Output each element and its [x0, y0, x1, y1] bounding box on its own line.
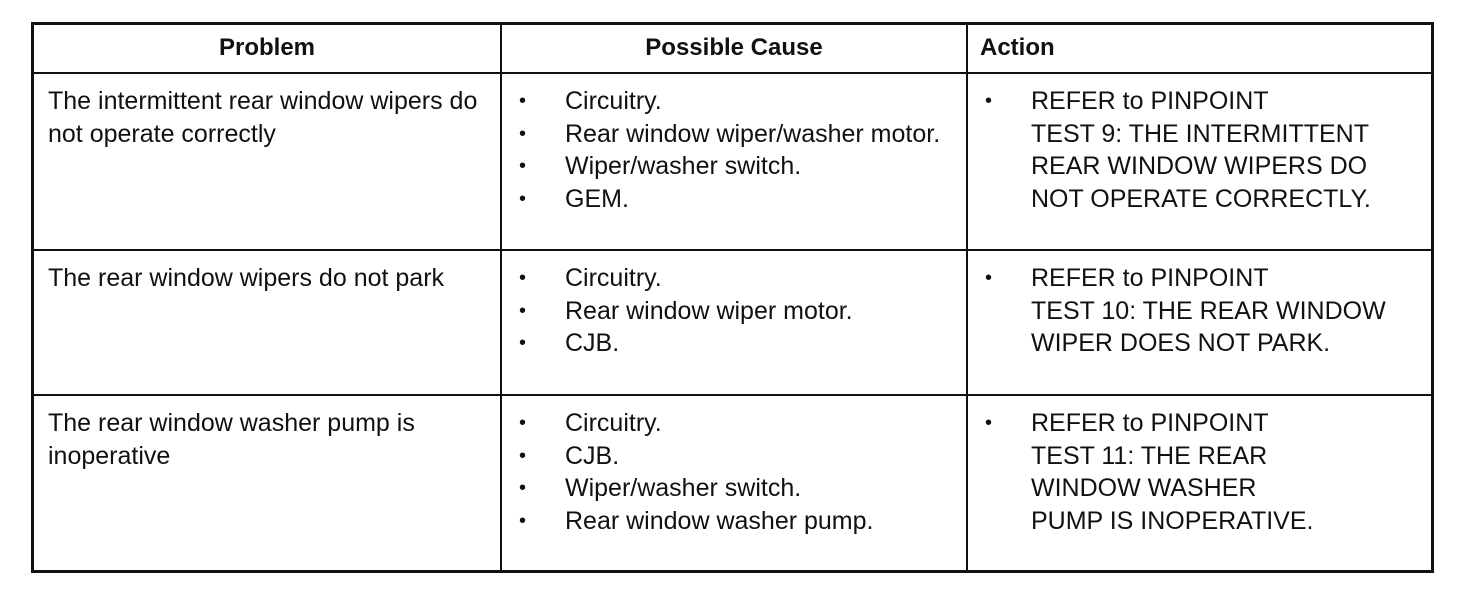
action-cell — [967, 73, 1431, 250]
bullet-icon: • — [519, 90, 527, 112]
cause-text: Circuitry. — [565, 264, 662, 292]
cause-cell — [501, 73, 967, 250]
table-row — [34, 73, 1431, 250]
action-text: REFER to PINPOINT TEST 11: THE REAR WINDOW WASHER PUMP IS INOPERATIVE. — [1031, 409, 1314, 535]
list-item — [516, 183, 958, 216]
symptom-chart — [34, 25, 1431, 570]
header-row — [34, 25, 1431, 73]
action-list — [982, 262, 1423, 360]
cause-cell — [501, 395, 967, 570]
header-problem: Problem — [34, 25, 501, 73]
list-item — [516, 472, 958, 505]
action-text: REFER to PINPOINT TEST 9: THE INTERMITTENT REAR WINDOW WIPERS DO NOT OPERATE CORRECTLY. — [1031, 87, 1371, 213]
diagnosis-table — [31, 22, 1434, 573]
cause-text: Wiper/washer switch. — [565, 474, 802, 502]
cause-text: Circuitry. — [565, 87, 662, 115]
problem-cell: The rear window wipers do not park — [34, 250, 501, 395]
cause-list — [516, 262, 958, 360]
cause-text: Rear window washer pump. — [565, 506, 874, 535]
bullet-icon: • — [519, 267, 527, 289]
action-cell — [967, 250, 1431, 395]
list-item — [516, 150, 958, 183]
header-action: Action — [967, 25, 1431, 73]
bullet-icon: • — [519, 299, 527, 322]
bullet-icon: • — [519, 187, 527, 210]
list-item — [516, 85, 958, 118]
cause-text: Wiper/washer switch. — [565, 152, 802, 180]
bullet-icon: • — [519, 412, 527, 434]
bullet-icon: • — [519, 477, 527, 499]
cause-text: CJB. — [565, 441, 620, 470]
cause-list — [516, 85, 958, 215]
bullet-icon: • — [519, 155, 527, 177]
list-item — [516, 505, 958, 538]
list-item — [982, 407, 1423, 537]
cause-text: Rear window wiper motor. — [565, 296, 853, 325]
bullet-icon: • — [519, 332, 527, 354]
bullet-icon: • — [985, 90, 993, 112]
list-item — [516, 407, 958, 440]
list-item — [982, 262, 1423, 360]
header-possible-cause: Possible Cause — [501, 25, 967, 73]
bullet-icon: • — [519, 509, 527, 532]
list-item — [516, 327, 958, 360]
bullet-icon: • — [985, 267, 993, 289]
problem-cell: The rear window washer pump is inoperative — [34, 395, 501, 570]
list-item — [982, 85, 1423, 215]
cause-cell — [501, 250, 967, 395]
table-row — [34, 250, 1431, 395]
bullet-icon: • — [519, 444, 527, 467]
cause-text: Rear window wiper/washer motor. — [565, 119, 941, 148]
action-list — [982, 85, 1423, 215]
action-list — [982, 407, 1423, 537]
bullet-icon: • — [519, 122, 527, 145]
list-item — [516, 295, 958, 328]
table-row — [34, 395, 1431, 570]
cause-text: CJB. — [565, 329, 620, 357]
cause-list — [516, 407, 958, 537]
bullet-icon: • — [985, 412, 993, 434]
list-item — [516, 118, 958, 151]
action-text: REFER to PINPOINT TEST 10: THE REAR WINDOW WIPER DOES NOT PARK. — [1031, 264, 1386, 357]
cause-text: Circuitry. — [565, 409, 662, 437]
list-item — [516, 262, 958, 295]
list-item — [516, 440, 958, 473]
action-cell — [967, 395, 1431, 570]
problem-cell: The intermittent rear window wipers do not operate correctly — [34, 73, 501, 250]
cause-text: GEM. — [565, 184, 629, 213]
